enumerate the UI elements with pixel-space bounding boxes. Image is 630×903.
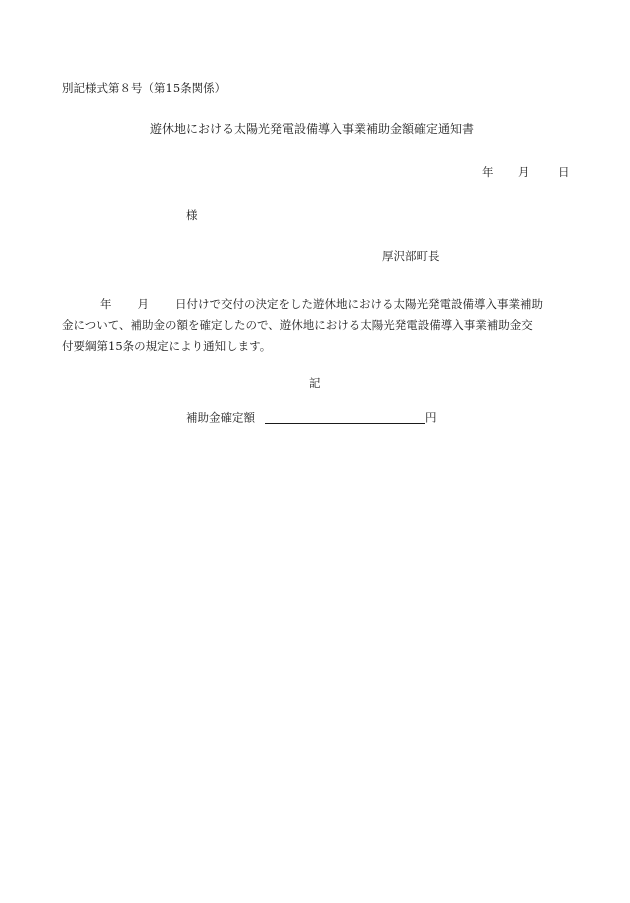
sender-name: 厚沢部町長 <box>382 249 440 263</box>
date-month-label: 月 <box>518 165 530 179</box>
amount-row <box>186 411 437 424</box>
document-title: 遊休地における太陽光発電設備導入事業補助金額確定通知書 <box>150 122 475 136</box>
body-paragraph <box>62 294 578 357</box>
form-number: 別記様式第８号（第15条関係） <box>62 81 227 95</box>
date-year-label: 年 <box>482 165 494 179</box>
ki-label: 記 <box>309 376 321 390</box>
addressee-suffix: 様 <box>186 208 198 222</box>
body-line-2: 金について、補助金の額を確定したので、遊休地における太陽光発電設備導入事業補助金交 <box>62 318 533 332</box>
body-line-1-text: 日付けで交付の決定をした遊休地における太陽光発電設備導入事業補助 <box>175 297 543 311</box>
amount-blank-line <box>265 411 425 424</box>
date-day-label: 日 <box>558 165 570 179</box>
amount-unit: 円 <box>425 410 437 425</box>
amount-label: 補助金確定額 <box>186 410 255 425</box>
body-line-3: 付要綱第15条の規定により通知します。 <box>62 339 272 353</box>
body-year-label: 年 <box>100 297 112 311</box>
body-line-1 <box>62 294 578 315</box>
date-line <box>482 167 570 179</box>
body-month-label: 月 <box>137 297 149 311</box>
